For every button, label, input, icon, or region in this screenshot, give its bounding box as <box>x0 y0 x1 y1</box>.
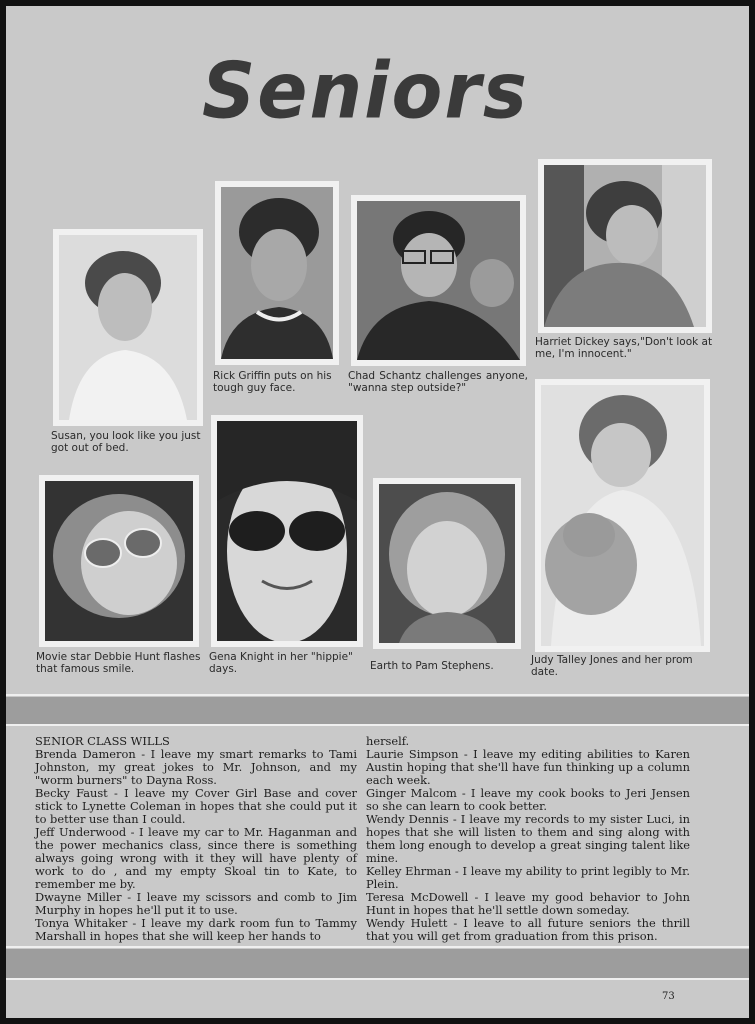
divider-line-bottom-lower <box>6 978 749 980</box>
photo-pam <box>373 478 521 649</box>
will-entry: Ginger Malcom - I leave my cook books to Jeri Jensen so she can learn to cook better. <box>366 786 690 813</box>
wills-column-right <box>366 735 690 943</box>
divider-band-bottom <box>6 949 749 978</box>
caption-judy: Judy Talley Jones and her prom date. <box>531 654 693 678</box>
will-entry: Tonya Whitaker - I leave my dark room fun to Tammy Marshall in hopes that she will keep her hands to <box>35 916 357 943</box>
photo-rick <box>215 181 339 365</box>
caption-rick: Rick Griffin puts on his tough guy face. <box>213 370 332 394</box>
divider-band-top <box>6 697 749 724</box>
photo-gena <box>211 415 363 647</box>
will-entry: Teresa McDowell - I leave my good behavior to John Hunt in hopes that he'll settle down someday. <box>366 890 690 917</box>
will-entry: Kelley Ehrman - I leave my ability to print legibly to Mr. Plein. <box>366 864 690 891</box>
will-entry: Wendy Hulett - I leave to all future seniors the thrill that you will get from graduation from this prison. <box>366 916 690 943</box>
will-entry: Wendy Dennis - I leave my records to my sister Luci, in hopes that she will listen to them and sing along with them long enough to develop a great singing talent like mine. <box>366 812 690 865</box>
will-entry: herself. <box>366 734 410 748</box>
will-entry: Dwayne Miller - I leave my scissors and comb to Jim Murphy in hopes he'll put it to use. <box>35 890 357 917</box>
will-entry: Laurie Simpson - I leave my editing abilities to Karen Austin hoping that she'll have fun thinking up a column each week. <box>366 747 690 787</box>
photo-judy <box>535 379 710 652</box>
photo-susan <box>53 229 203 426</box>
photo-debbie <box>39 475 199 647</box>
divider-line-bottom <box>6 946 749 948</box>
will-entry: Brenda Dameron - I leave my smart remarks to Tami Johnston, my great jokes to Mr. Johnson, and my "worm burners" to Dayna Ross. <box>35 747 357 787</box>
caption-chad: Chad Schantz challenges anyone, "wanna step outside?" <box>348 370 528 394</box>
caption-pam: Earth to Pam Stephens. <box>370 660 494 672</box>
will-entry: Becky Faust - I leave my Cover Girl Base and cover stick to Lynette Coleman in hopes that she could put it to better use than I could. <box>35 786 357 826</box>
caption-harriet: Harriet Dickey says,"Don't look at me, I'm innocent." <box>535 336 713 360</box>
divider-line-top <box>6 694 749 696</box>
wills-column-left <box>35 735 357 943</box>
caption-gena: Gena Knight in her "hippie" days. <box>209 651 353 675</box>
caption-debbie: Movie star Debbie Hunt flashes that famous smile. <box>36 651 201 675</box>
photo-harriet <box>538 159 712 333</box>
will-entry: Jeff Underwood - I leave my car to Mr. Haganman and the power mechanics class, since there is something always going wrong with it they will have plenty of work to do , and my empty Skoal tin to Kate, to remember me by. <box>35 825 357 891</box>
page-number: 73 <box>662 991 675 1002</box>
divider-line-top-lower <box>6 724 749 726</box>
photo-chad <box>351 195 526 366</box>
yearbook-page <box>6 6 749 1018</box>
wills-heading: SENIOR CLASS WILLS <box>35 734 170 748</box>
page-title: Seniors <box>202 45 529 137</box>
caption-susan: Susan, you look like you just got out of bed. <box>51 430 201 454</box>
